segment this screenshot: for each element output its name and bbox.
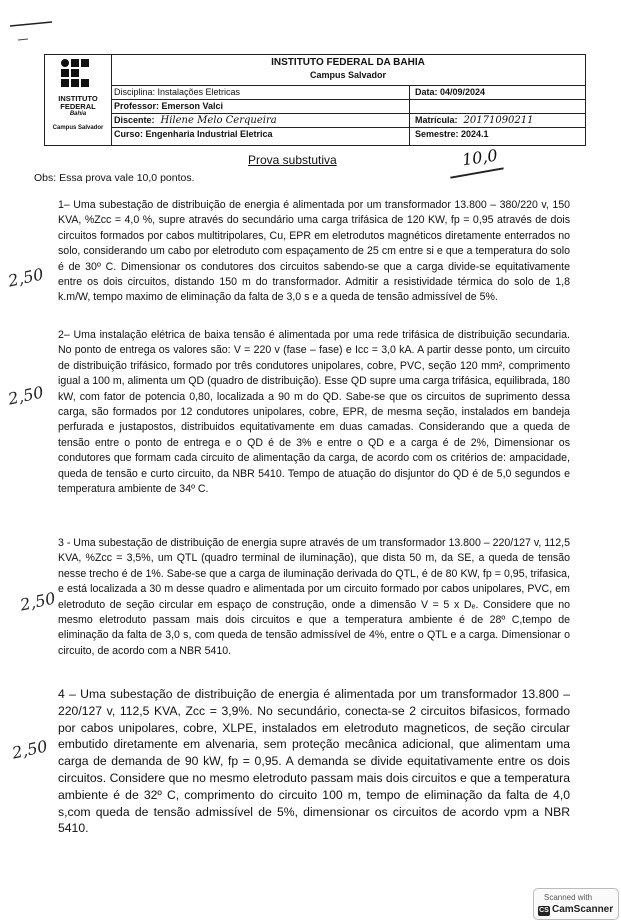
matricula-value: 20171090211 bbox=[463, 115, 534, 126]
disciplina-field: Disciplina: Instalações Eletricas bbox=[114, 87, 241, 97]
pen-scribble bbox=[8, 10, 68, 50]
scanner-line2: CamScanner bbox=[552, 904, 614, 915]
question-2: 2– Uma instalação elétrica de baixa tensão é alimentada por uma rede trifásica de distribuição secundaria. No ponto de entrega os valores são: V = 220 v (fase – fase) e Icc = 3,0 kA. A partir desse ponto, um circuito de distribuição trifásico, formado por três condutores unipolares, cobre, PVC, seção 120 mm², comprimento igual a 100 m, alimenta um QD (quadro de distribuição). Esse QD supre uma carga trifásica, equilibrada, 180 kW, com fator de potencia 0,80, localizada a 90 m do QD. Sabe-se que os circuitos de suprimento dessa carga, são formados por 12 condutores unipolares, cobre, EPR, de mesma seção, instalados em bandeja perfurada e justapostos, distribuidos equitativamente em duas camadas. Considerando que a queda de tensão entre o ponto de entrega e o QD é de 3% e entre o QD e a carga é de 2%, Dimensionar os condutores que formam cada circuito de alimentação da carga, de acordo com os critérios de: ampacidade, queda de tensão e curto circuito, da NBR 5410. Tempo de atuação do disjuntor do QD é de 5,0 segundos e temperatura ambiente de 34º C. bbox=[58, 329, 570, 496]
semester-field: Semestre: 2024.1 bbox=[415, 129, 489, 139]
exam-header bbox=[44, 54, 586, 146]
row-professor bbox=[111, 99, 585, 114]
course-field: Curso: Engenharia Industrial Eletrica bbox=[114, 129, 273, 139]
date-field: Data: 04/09/2024 bbox=[415, 87, 486, 97]
question-1-points: 2,50 bbox=[6, 264, 46, 291]
question-1: 1– Uma subestação de distribuição de energia é alimentada por um transformador 13.800 – 380/220 v, 150 KVA, %Zcc = 4,0 %, supre através do secundário uma carga trifásica de 120 KW, fp = 0,95 através de dois circuitos formados por cabos multitripolares, Cu, EPR em eletrodutos magnéticos diretamente enterrados no solo, considerando um cabo por eletroduto com espaçamento de 25 cm entre si e que a temperatura do solo é de 30º C. Dimensionar os condutores dos circuitos sabendo-se que a carga divide-se equitativamente entre os dois circuitos, distando 150 m do transformador. Admitir a resistividade térmica do solo de 1,8 k.m/W, tempo maximo de eliminação da falta de 3,0 s e a queda de tensão admissível de 5%. bbox=[58, 199, 570, 304]
camscanner-icon: CS bbox=[539, 907, 549, 914]
if-logo-icon bbox=[61, 59, 95, 93]
institution-title: INSTITUTO FEDERAL DA BAHIA bbox=[271, 57, 425, 68]
exam-title: Prova substutiva bbox=[248, 153, 337, 167]
discente-value: Hilene Melo Cerqueira bbox=[160, 115, 277, 126]
grade-underline bbox=[450, 167, 504, 178]
question-4: 4 – Uma subestação de distribuição de energia é alimentada por um transformador 13.800 – 220/127 v, 112,5 KVA, Zcc = 3,9%. No secundário, conecta-se 2 circuitos bifasicos, formado por cabos unipolares, cobre, XLPE, instalados em eletroduto magneticos, de seção circular embutido diretamente em alvenaria, sem proteção mecânica adicional, que alimentam uma carga de demanda de 90 kW, fp = 0,95. A demanda se divide equitativamente entre os dois circuitos. Considere que no mesmo eletroduto passam mais dois circuitos e que a temperatura ambiente é de 32º C, comprimento do circuito 100 m, tempo de eliminação da falta de 4,0 s,com queda de tensão admissível de 5%, dimensionar os circuitos de acordo vpm a NBR 5410. bbox=[58, 687, 570, 836]
row-curso bbox=[111, 127, 585, 145]
exam-note: Obs: Essa prova vale 10,0 pontos. bbox=[34, 172, 195, 184]
handwritten-grade: 10,0 bbox=[460, 145, 499, 170]
row-discente bbox=[111, 113, 585, 128]
logo-campus: Campus Salvador bbox=[52, 125, 104, 131]
question-4-points: 2,50 bbox=[10, 736, 50, 763]
logo-name: INSTITUTO FEDERAL bbox=[58, 94, 98, 111]
institution-logo bbox=[45, 55, 112, 145]
question-3-points: 2,50 bbox=[18, 588, 58, 615]
question-3: 3 - Uma subestação de distribuição de energia supre através de um transformador 13.800 – 220/127 v, 112,5 KVA, %Zcc = 3,5%, um QTL (quadro terminal de iluminação), que dista 50 m, da SE, a queda de tensão nesse trecho é de 1%. Sabe-se que a carga de iluminação derivada do QTL, é de 80 KW, fp = 0,95, trifasica, e está localizada a 30 m desse quadro e alimentada por um circuito formado por cabos unipolares, PVC, em eletroduto de seção circular em espaço de construção, onde a dimensão V = 5 x Dₑ. Considere que no mesmo eletroduto passam mais dois circuitos e que a temperatura ambiente é de 28º C,tempo de eliminação da falta de 3,0 s, com queda de tensão admissível de 4%, entre o QTL e a carga. Dimensionar o circuito, de acordo com a NBR 5410. bbox=[58, 537, 570, 657]
row-disciplina bbox=[111, 85, 585, 100]
scanner-line1: Scanned with bbox=[544, 893, 593, 902]
matricula-label: Matrícula: bbox=[415, 115, 458, 125]
logo-state: Bahia bbox=[69, 111, 87, 117]
question-2-points: 2,50 bbox=[6, 382, 46, 409]
professor-field: Professor: Emerson Valci bbox=[114, 101, 224, 111]
institution-campus: Campus Salvador bbox=[309, 70, 387, 80]
camscanner-watermark bbox=[533, 888, 619, 920]
discente-label: Discente: bbox=[114, 115, 155, 125]
